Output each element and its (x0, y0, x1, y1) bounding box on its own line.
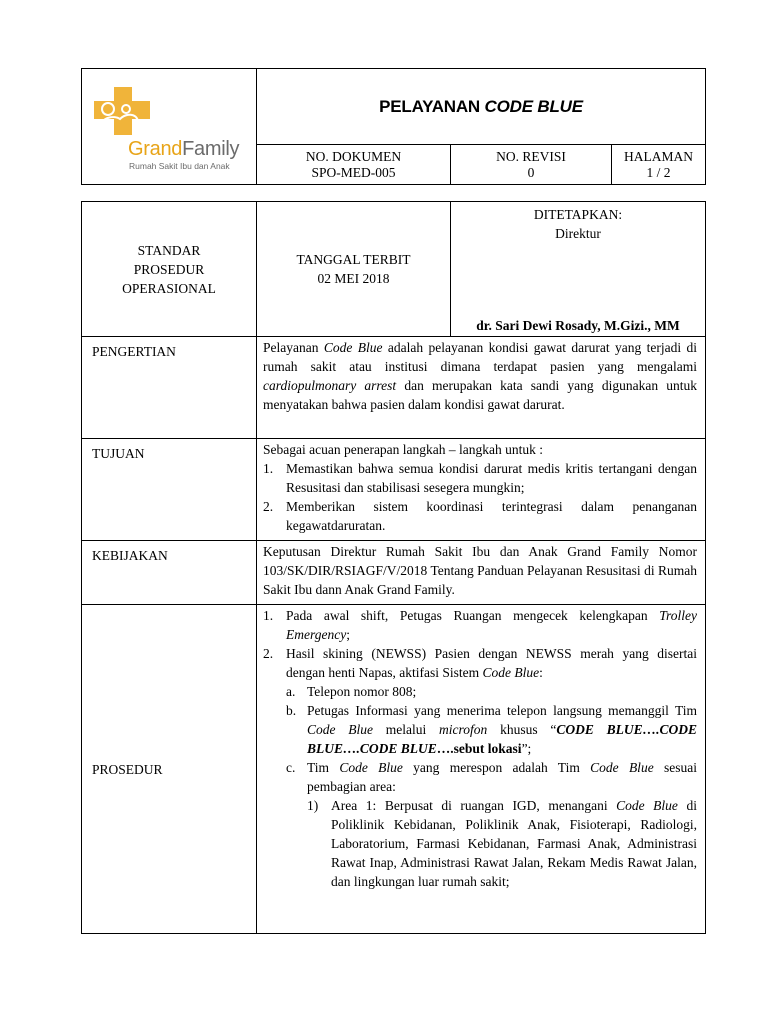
tujuan-intro: Sebagai acuan penerapan langkah – langkah untuk : (263, 442, 544, 457)
mother-child-cross-icon (92, 87, 162, 145)
kebijakan-row (82, 541, 706, 605)
logo-tagline: Rumah Sakit Ibu dan Anak (129, 161, 230, 171)
sub-list-item (263, 758, 697, 796)
text-run-italic: Code Blue (323, 340, 383, 355)
title-emphasis: CODE BLUE (484, 96, 583, 116)
sub-list-item (263, 701, 697, 758)
text-run: Petugas Informasi yang menerima telepon langsung memanggil Tim (307, 703, 697, 718)
pengertian-label: PENGERTIAN (82, 337, 257, 439)
issue-date-cell (257, 202, 451, 337)
doc-number-label: NO. DOKUMEN (305, 148, 402, 164)
text-run: Telepon nomor 808; (307, 684, 417, 699)
list-item (263, 459, 697, 497)
text-run: ”; (521, 741, 532, 756)
tujuan-content (257, 439, 706, 541)
text-run: Hasil skining (NEWSS) Pasien dengan NEWSS merah yang disertai dengan henti Napas, aktifasi Sistem (286, 646, 697, 680)
revision-cell (451, 145, 612, 185)
title-prefix: PELAYANAN (379, 96, 481, 116)
page-title (379, 97, 583, 116)
sop-type-cell (82, 202, 257, 337)
sop-type-line3: OPERASIONAL (122, 280, 216, 296)
text-run: di Poliklinik Kebidanan, Poliklinik Anak, Fisioterapi, Radiologi, Laboratorium, Farmasi Kebidanan, Farmasi Anak, Administrasi Rawat Inap, Administrasi Rawat Jalan, Rekam Medis Rawat Jalan, dan lingkungan luar rumah sakit; (331, 798, 697, 889)
text-run: khusus “ (487, 722, 557, 737)
page-cell (612, 145, 706, 185)
text-run-italic: microfon (439, 722, 488, 737)
list-number: 2. (263, 499, 274, 514)
text-run-italic: Code Blue (482, 665, 540, 680)
revision-value: 0 (527, 164, 535, 180)
text-run: : (539, 665, 543, 680)
sub-list-item (263, 682, 697, 701)
text-run-italic: Code Blue (616, 798, 678, 813)
list-item (263, 497, 697, 535)
text-run-italic: Trolley Emergency (286, 608, 697, 642)
issue-date-value: 02 MEI 2018 (317, 271, 390, 286)
kebijakan-content (257, 541, 706, 605)
list-text: Memastikan bahwa semua kondisi darurat medis kritis tertangani dengan Resusitasi dan stabilisasi sesegera mungkin; (286, 461, 697, 495)
text-run-italic: Code Blue (339, 760, 403, 775)
text-run: dan merupakan kata sandi yang digunakan untuk menyatakan bahwa pasien dalam kondisi gawat darurat. (263, 378, 697, 412)
doc-number-value: SPO-MED-005 (311, 164, 396, 180)
logo-cell (82, 69, 257, 185)
sop-info-row (82, 202, 706, 337)
prosedur-row (82, 605, 706, 934)
kebijakan-label: KEBIJAKAN (82, 541, 257, 605)
text-run: Tim (307, 760, 340, 775)
hospital-logo (92, 87, 252, 171)
prosedur-content (257, 605, 706, 934)
text-run-bold: ….sebut lokasi (436, 741, 522, 756)
approver-name: dr. Sari Dewi Rosady, M.Gizi., MM (476, 318, 680, 333)
sop-type-line2: PROSEDUR (133, 261, 205, 277)
text-run-italic: Code Blue (590, 760, 654, 775)
list-number: 1. (263, 461, 274, 476)
kebijakan-text: Keputusan Direktur Rumah Sakit Ibu dan Anak Grand Family Nomor 103/SK/DIR/RSIAGF/V/2018 Tentang Panduan Pelayanan Resusitasi di Rumah Sakit Ibu dann Anak Grand Family. (263, 544, 697, 597)
text-run: ; (346, 627, 350, 642)
approval-role: Direktur (555, 226, 601, 241)
approval-label: DITETAPKAN: (533, 207, 623, 222)
list-letter: c. (286, 760, 296, 775)
text-run-bold-italic: CODE BLUE….CODE BLUE….CODE BLUE (307, 722, 697, 756)
logo-brand-family: Family (182, 138, 240, 160)
sop-table (81, 201, 706, 934)
doc-number-cell (257, 145, 451, 185)
text-run: Area 1: Berpusat di ruangan IGD, menangani (331, 798, 617, 813)
approval-cell (451, 202, 706, 337)
tujuan-row (82, 439, 706, 541)
text-run: melalui (373, 722, 440, 737)
pengertian-row (82, 337, 706, 439)
text-run: Pada awal shift, Petugas Ruangan mengecek kelengkapan (286, 608, 660, 623)
text-run: sesuai pembagian area: (307, 760, 697, 794)
text-run-italic: Code Blue (307, 722, 374, 737)
sop-type-line1: STANDAR (137, 242, 201, 258)
text-run: Pelayanan (263, 340, 324, 355)
logo-wordmark (128, 139, 239, 159)
sub-sub-list-item (263, 796, 697, 891)
list-number: 1. (263, 608, 274, 623)
logo-brand-grand: Grand (128, 138, 183, 160)
list-letter: b. (286, 703, 297, 718)
list-item (263, 606, 697, 644)
list-number: 1) (307, 798, 319, 813)
pengertian-content (257, 337, 706, 439)
list-text: Memberikan sistem koordinasi terintegrasi dalam penanganan kegawatdaruratan. (286, 499, 697, 533)
list-number: 2. (263, 646, 274, 661)
document-header (81, 68, 706, 185)
page-label: HALAMAN (624, 148, 694, 164)
text-run-italic: cardiopulmonary arrest (263, 378, 397, 393)
list-item (263, 644, 697, 682)
tujuan-label: TUJUAN (82, 439, 257, 541)
title-cell (257, 69, 706, 145)
page-value: 1 / 2 (646, 164, 671, 180)
prosedur-label: PROSEDUR (82, 605, 257, 934)
list-letter: a. (286, 684, 296, 699)
issue-date-label: TANGGAL TERBIT (296, 252, 411, 267)
revision-label: NO. REVISI (496, 148, 566, 164)
text-run: adalah pelayanan kondisi gawat darurat yang terjadi di rumah sakit atau institusi dimana terdapat pasien yang mengalami (263, 340, 697, 374)
text-run: yang merespon adalah Tim (402, 760, 591, 775)
